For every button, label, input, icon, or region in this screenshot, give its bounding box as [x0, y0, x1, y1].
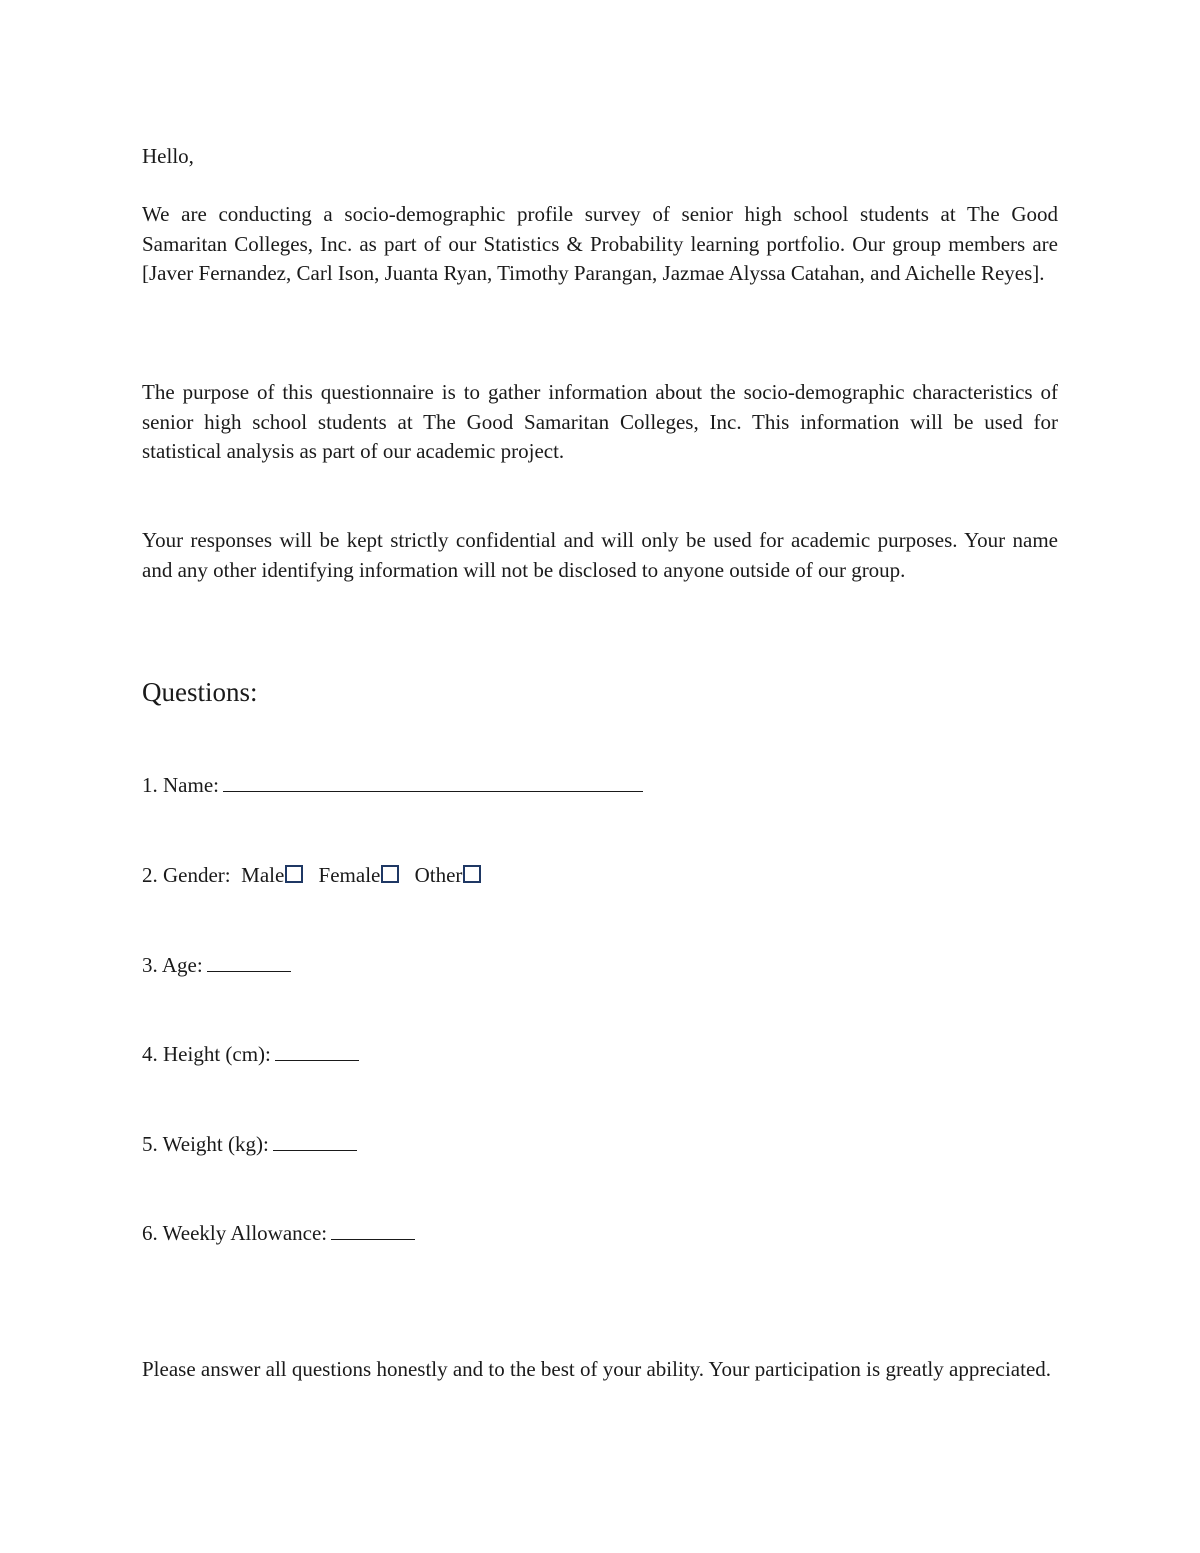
survey-document — [142, 0, 1058, 1553]
gender-option-female-label: Female — [318, 863, 381, 887]
gender-option-other-label: Other — [414, 863, 463, 887]
question-name-label: 1. Name: — [142, 773, 219, 797]
other-checkbox[interactable] — [463, 865, 481, 883]
question-age-label: 3. Age: — [142, 953, 203, 977]
name-answer-blank[interactable] — [223, 771, 643, 792]
allowance-answer-blank[interactable] — [331, 1219, 415, 1240]
question-name — [142, 771, 1058, 799]
question-allowance — [142, 1219, 1058, 1247]
question-allowance-label: 6. Weekly Allowance: — [142, 1221, 328, 1245]
gender-option-other[interactable] — [415, 863, 482, 887]
questions-heading: Questions: — [142, 677, 258, 707]
gender-option-female[interactable] — [319, 863, 400, 887]
question-height-label: 4. Height (cm): — [142, 1042, 271, 1066]
question-gender-label: 2. Gender: — [142, 863, 231, 887]
confidential-paragraph: Your responses will be kept strictly confidential and will only be used for academic purposes. Your name and any other identifying information will not be disclosed to anyone outside of our group. — [142, 528, 1058, 582]
purpose-paragraph: The purpose of this questionnaire is to gather information about the socio-demographic characteristics of senior high school students at The Good Samaritan Colleges, Inc. This information will be used for statistical analysis as part of our academic project. — [142, 380, 1058, 463]
greeting: Hello, — [142, 144, 194, 168]
gender-option-male-label: Male — [241, 863, 285, 887]
height-answer-blank[interactable] — [275, 1040, 359, 1061]
question-weight — [142, 1130, 1058, 1158]
female-checkbox[interactable] — [381, 865, 399, 883]
question-weight-label: 5. Weight (kg): — [142, 1132, 269, 1156]
weight-answer-blank[interactable] — [273, 1130, 357, 1151]
age-answer-blank[interactable] — [207, 951, 291, 972]
question-height — [142, 1040, 1058, 1068]
male-checkbox[interactable] — [285, 865, 303, 883]
question-age — [142, 951, 1058, 979]
question-gender — [142, 861, 1058, 889]
closing-paragraph: Please answer all questions honestly and to the best of your ability. Your participation is greatly appreciated. — [142, 1357, 1052, 1381]
gender-option-male[interactable] — [241, 863, 303, 887]
intro-paragraph: We are conducting a socio-demographic profile survey of senior high school students at The Good Samaritan Colleges, Inc. as part of our Statistics & Probability learning portfolio. Our group members are [Javer Fernandez, Carl Ison, Juanta Ryan, Timothy Parangan, Jazmae Alyssa Catahan, and Aichelle Reyes]. — [142, 202, 1058, 285]
